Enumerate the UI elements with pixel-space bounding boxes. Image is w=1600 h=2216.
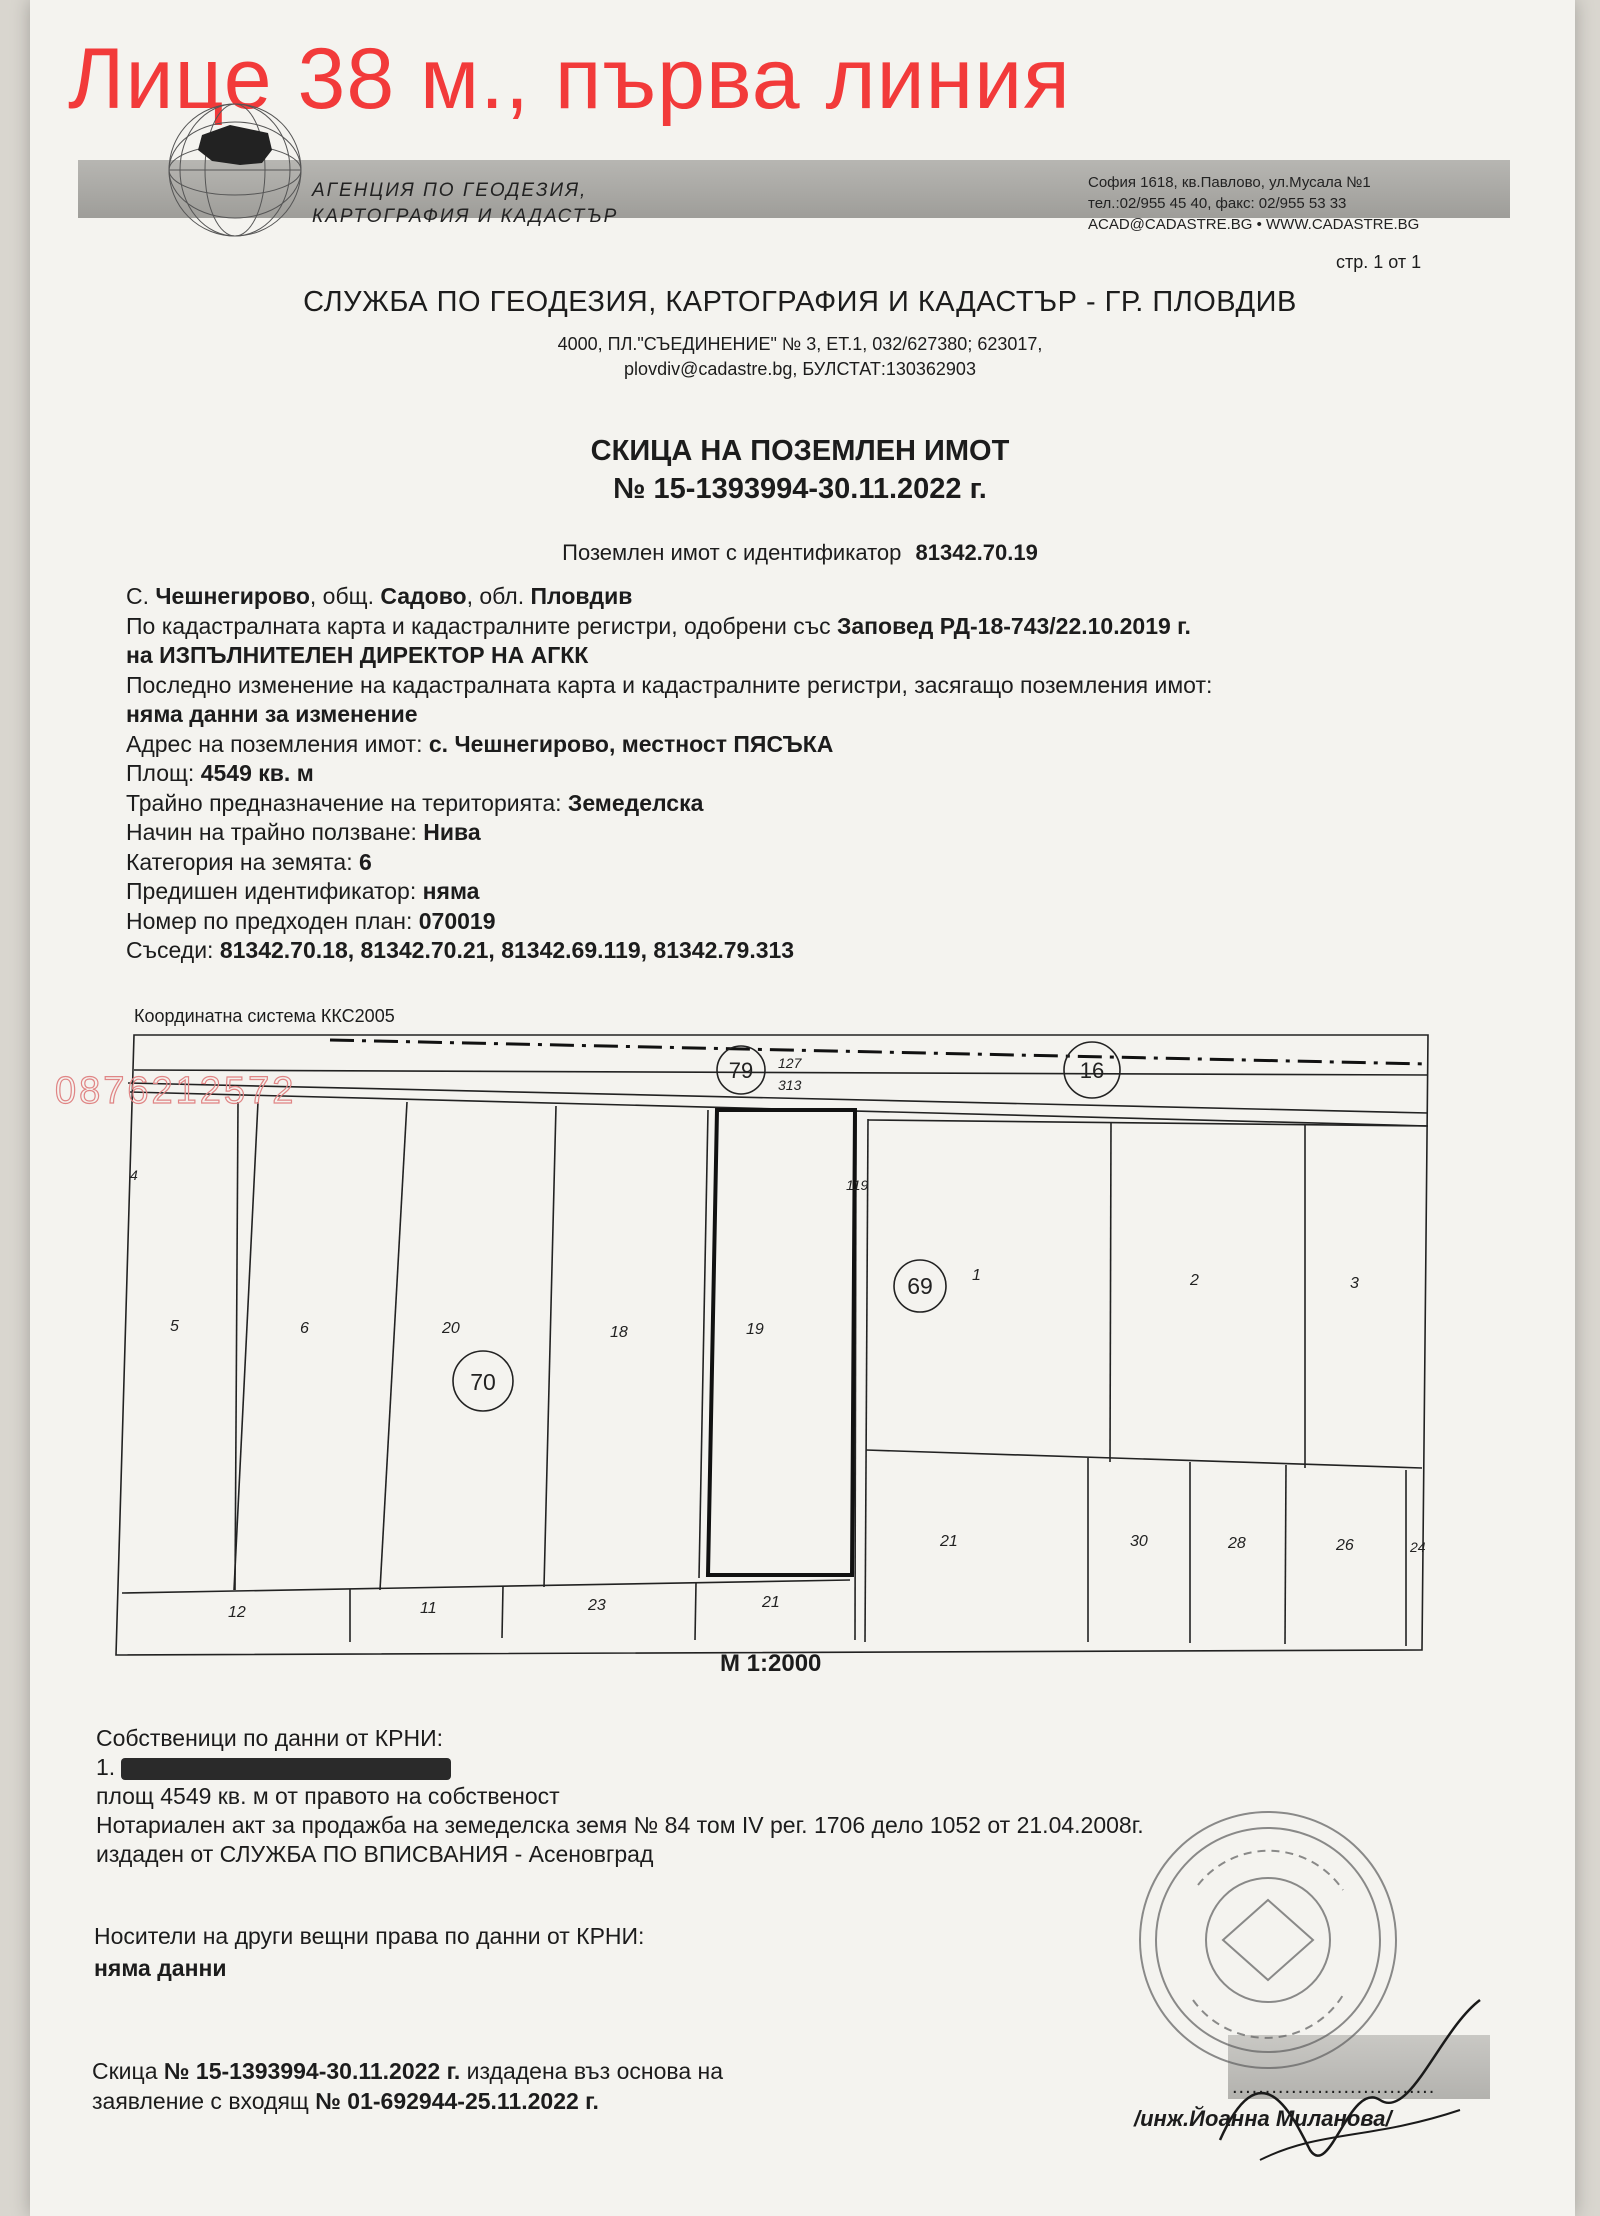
subject-parcel-outline — [708, 1110, 855, 1575]
document-title-text: СКИЦА НА ПОЗЕМЛЕН ИМОТ — [590, 435, 1010, 467]
contact-line-2: тел.:02/955 45 40, факс: 02/955 53 33 — [1088, 195, 1347, 212]
block-79: 79 — [728, 1058, 754, 1083]
agency-line-2: КАРТОГРАФИЯ И КАДАСТЪР — [312, 206, 619, 227]
map-scale: М 1:2000 — [720, 1650, 822, 1677]
document-number: № 15-1393994-30.11.2022 г. — [613, 473, 987, 505]
agency-line-1: АГЕНЦИЯ ПО ГЕОДЕЗИЯ, — [312, 180, 588, 201]
document-title — [0, 432, 1600, 508]
location-line — [126, 582, 1426, 612]
road-label-119: 119 — [846, 1177, 869, 1193]
last-change: няма данни за изменение — [126, 701, 418, 727]
approval-label: По кадастралната карта и кадастралните регистри, одобрени със — [126, 612, 831, 639]
road-label-127: 127 — [778, 1055, 802, 1071]
address: с. Чешнегирово, местност ПЯСЪКА — [428, 730, 834, 757]
address-label: Адрес на поземления имот: — [126, 730, 423, 757]
property-details — [126, 582, 1426, 966]
parcel-6: 6 — [300, 1320, 309, 1337]
block-69: 69 — [907, 1273, 933, 1299]
block-16: 16 — [1079, 1058, 1105, 1083]
municipality: Садово — [380, 583, 467, 609]
purpose-line — [126, 789, 1426, 819]
contact-line-3: ACAD@CADASTRE.BG • WWW.CADASTRE.BG — [1088, 216, 1420, 233]
issued-number: № 15-1393994-30.11.2022 г. — [163, 2058, 461, 2084]
usage: Нива — [423, 819, 481, 845]
page-number: стр. 1 от 1 — [1336, 252, 1422, 272]
purpose: Земеделска — [567, 789, 704, 816]
signer-name: /инж.Йоанна Миланова/ — [1134, 2106, 1392, 2131]
other-rights-title: Носители на други вещни права по данни от КРНИ: — [94, 1923, 645, 1949]
agency-contact — [1088, 172, 1419, 235]
parcel-28: 28 — [1228, 1535, 1246, 1552]
approval-line — [126, 612, 1426, 642]
parcel-12: 12 — [228, 1604, 246, 1621]
prev-plan-label: Номер по предходен план: — [126, 907, 413, 934]
other-rights: няма данни — [94, 1955, 227, 1981]
last-change-label: Последно изменение на кадастралната карта и кадастралните регистри, засягащо поземления имот: — [126, 671, 1213, 698]
area-line — [126, 759, 1426, 789]
issued-prefix: Скица — [92, 2058, 158, 2084]
area: 4549 кв. м — [200, 760, 314, 786]
cadastral-map — [110, 1030, 1430, 1660]
neighbors-label: Съседи: — [126, 937, 214, 963]
road-label-313: 313 — [778, 1077, 802, 1093]
phone-watermark: 0876212572 — [55, 1070, 297, 1112]
category-label: Категория на земята: — [126, 848, 353, 875]
parcel-20: 20 — [442, 1320, 460, 1337]
issued-middle: издадена въз основа на — [466, 2058, 724, 2084]
parcel-30: 30 — [1130, 1533, 1148, 1550]
municipality-label: , общ. — [309, 583, 374, 609]
category: 6 — [359, 848, 372, 875]
prev-plan: 070019 — [418, 907, 496, 934]
parcel-21-left: 21 — [762, 1594, 780, 1611]
prev-id-label: Предишен идентификатор: — [126, 878, 417, 904]
redacted-owner-name — [121, 1758, 451, 1780]
prev-id-line — [126, 877, 1426, 907]
issued-request: № 01-692944-25.11.2022 г. — [315, 2088, 599, 2114]
other-rights-section — [94, 1920, 644, 1984]
parcel-3: 3 — [1350, 1275, 1359, 1292]
signature-dots: ............................... — [1232, 2076, 1436, 2098]
owners-section — [96, 1724, 1144, 1869]
prev-id: няма — [422, 878, 480, 904]
approval-authority: на ИЗПЪЛНИТЕЛЕН ДИРЕКТОР НА АГКК — [126, 642, 589, 668]
province: Пловдив — [530, 583, 633, 609]
parcel-26: 26 — [1336, 1537, 1354, 1554]
address-line — [126, 730, 1426, 760]
parcel-2: 2 — [1190, 1272, 1199, 1289]
office-address — [0, 332, 1600, 382]
owner-share: площ 4549 кв. м от правото на собственост — [96, 1783, 560, 1809]
identifier-value: 81342.70.19 — [915, 540, 1038, 565]
last-change-value — [126, 700, 1426, 730]
office-address-line-2: plovdiv@cadastre.bg, БУЛСТАТ:130362903 — [624, 359, 976, 379]
owner-entry — [96, 1753, 1144, 1782]
prev-plan-line — [126, 907, 1426, 937]
issued-line-2 — [92, 2086, 723, 2116]
block-70: 70 — [470, 1369, 496, 1395]
map-frame — [116, 1035, 1428, 1655]
category-line — [126, 848, 1426, 878]
parcel-24: 24 — [1410, 1539, 1426, 1555]
usage-line — [126, 818, 1426, 848]
owners-title: Собственици по данни от КРНИ: — [96, 1725, 444, 1751]
agency-name — [312, 178, 618, 230]
parcel-19: 19 — [746, 1321, 764, 1338]
parcel-23: 23 — [588, 1597, 606, 1614]
office-name: СЛУЖБА ПО ГЕОДЕЗИЯ, КАРТОГРАФИЯ И КАДАСТЪР - ГР. ПЛОВДИВ — [303, 286, 1297, 318]
approval-order: Заповед РД-18-743/22.10.2019 г. — [836, 612, 1191, 639]
purpose-label: Трайно предназначение на територията: — [126, 789, 562, 816]
listing-overlay-title: Лице 38 м., първа линия — [68, 31, 1071, 127]
neighbors-line — [126, 936, 1426, 966]
parcel-18: 18 — [610, 1324, 628, 1341]
owner-index: 1. — [96, 1754, 116, 1780]
issued-note — [92, 2056, 723, 2116]
village: Чешнегирово — [155, 583, 310, 609]
usage-label: Начин на трайно ползване: — [126, 819, 417, 845]
neighbors: 81342.70.18, 81342.70.21, 81342.69.119, 81342.79.313 — [219, 937, 795, 963]
dash-dot-boundary — [330, 1040, 1428, 1064]
province-label: , обл. — [466, 583, 525, 609]
location-prefix: С. — [126, 583, 149, 609]
owner-deed: Нотариален акт за продажба на земеделска земя № 84 том IV рег. 1706 дело 1052 от 21.04.2008г. — [96, 1812, 1144, 1838]
issued-prefix-2: заявление с входящ — [92, 2088, 309, 2114]
coordinate-system: Координатна система ККС2005 — [134, 1006, 395, 1026]
parcel-11: 11 — [420, 1600, 437, 1617]
area-label: Площ: — [126, 760, 195, 786]
parcel-1: 1 — [972, 1267, 981, 1284]
identifier-line — [0, 540, 1600, 566]
parcel-21-right: 21 — [940, 1533, 958, 1550]
other-rights-value — [94, 1952, 644, 1984]
globe-logo-icon — [150, 95, 320, 245]
approval-by — [126, 641, 1426, 671]
road-label-4: 4 — [130, 1167, 138, 1183]
parcel-5: 5 — [170, 1318, 179, 1335]
identifier-label: Поземлен имот с идентификатор — [562, 540, 902, 565]
issued-line-1 — [92, 2056, 723, 2086]
office-address-line-1: 4000, ПЛ."СЪЕДИНЕНИЕ" № 3, ЕТ.1, 032/627380; 623017, — [557, 334, 1043, 354]
owner-deed-issuer: издаден от СЛУЖБА ПО ВПИСВАНИЯ - Асеновград — [96, 1841, 654, 1867]
contact-line-1: София 1618, кв.Павлово, ул.Мусала №1 — [1088, 174, 1371, 191]
